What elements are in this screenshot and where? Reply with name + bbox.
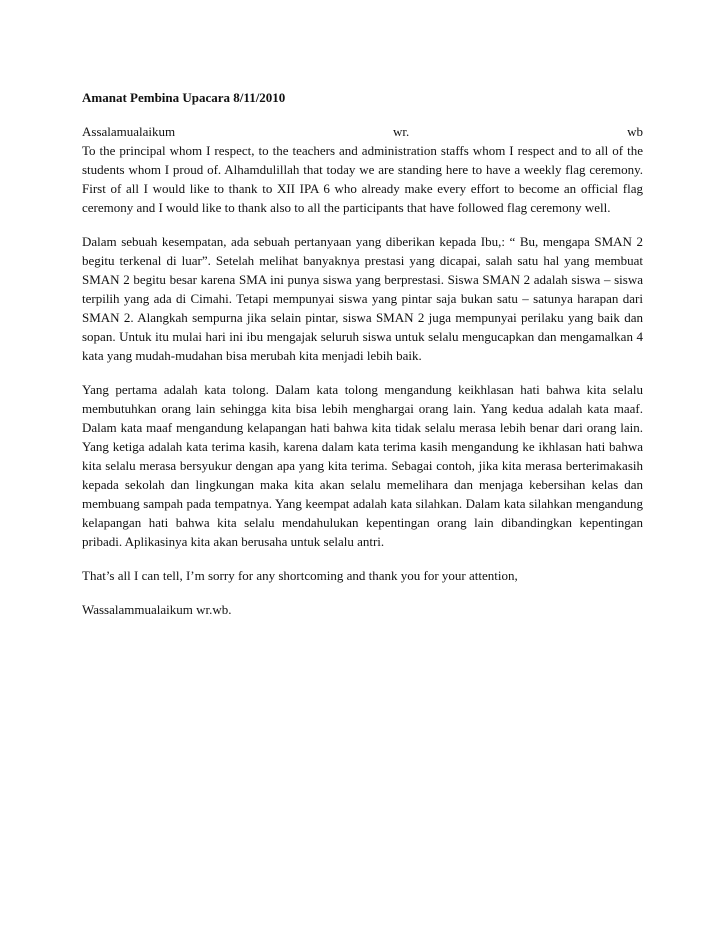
- document-page: [82, 88, 643, 619]
- paragraph-question: Dalam sebuah kesempatan, ada sebuah pertanyaan yang diberikan kepada Ibu,: “ Bu, mengapa SMAN 2 begitu terkenal di luar”. Setelah melihat banyaknya prestasi yang dicapai, salah satu hal yang membuat SMAN 2 begitu besar karena SMA ini punya siswa yang berprestasi. Siswa SMAN 2 adalah siswa – siswa terpilih yang ada di Cimahi. Tetapi mempunyai siswa yang pintar saja bukan satu – satunya harapan dari SMAN 2. Alangkah sempurna jika selain pintar, siswa SMAN 2 juga mempunyai perilaku yang baik dan sopan. Untuk itu mulai hari ini ibu mengajak seluruh siswa untuk selalu mengucapkan dan mengamalkan 4 kata yang mudah-mudahan bisa merubah kita menjadi lebih baik.: [82, 234, 643, 363]
- greeting-line: [82, 122, 643, 141]
- document-title: Amanat Pembina Upacara 8/11/2010: [82, 90, 286, 105]
- greeting-word-3: wb: [627, 124, 643, 139]
- paragraph-four-words: Yang pertama adalah kata tolong. Dalam kata tolong mengandung keikhlasan hati bahwa kita selalu membutuhkan orang lain sehingga kita bisa lebih menghargai orang lain. Yang kedua adalah kata maaf. Dalam kata maaf mengandung kelapangan hati bahwa kita tidak selalu merasa lebih benar dari orang lain. Yang ketiga adalah kata terima kasih, karena dalam kata terima kasih mengandung ke ikhlasan hati bahwa kita selalu merasa bersyukur dengan apa yang kita terima. Sebagai contoh, jika kita merasa berterimakasih kepada sekolah dan lingkungan maka kita akan selalu memelihara dan menjaga kebersihan kelas dan membuang sampah pada tempatnya. Yang keempat adalah kata silahkan. Dalam kata silahkan mengandung kelapangan hati bahwa kita selalu mendahulukan kepentingan orang lain dibandingkan kepentingan pribadi. Aplikasinya kita akan berusaha untuk selalu antri.: [82, 382, 643, 549]
- greeting-word-1: Assalamualaikum: [82, 124, 176, 139]
- greeting-word-2: wr.: [393, 124, 410, 139]
- paragraph-thanks: That’s all I can tell, I’m sorry for any shortcoming and thank you for your attention,: [82, 568, 518, 583]
- closing-salutation: Wassalammualaikum wr.wb.: [82, 602, 232, 617]
- paragraph-opening: To the principal whom I respect, to the teachers and administration staffs whom I respect and to all of the students whom I proud of. Alhamdulillah that today we are standing here to have a weekly flag ceremony. First of all I would like to thank to XII IPA 6 who already make every effort to become an official flag ceremony and I would like to thank also to all the participants that have followed flag ceremony well.: [82, 143, 643, 215]
